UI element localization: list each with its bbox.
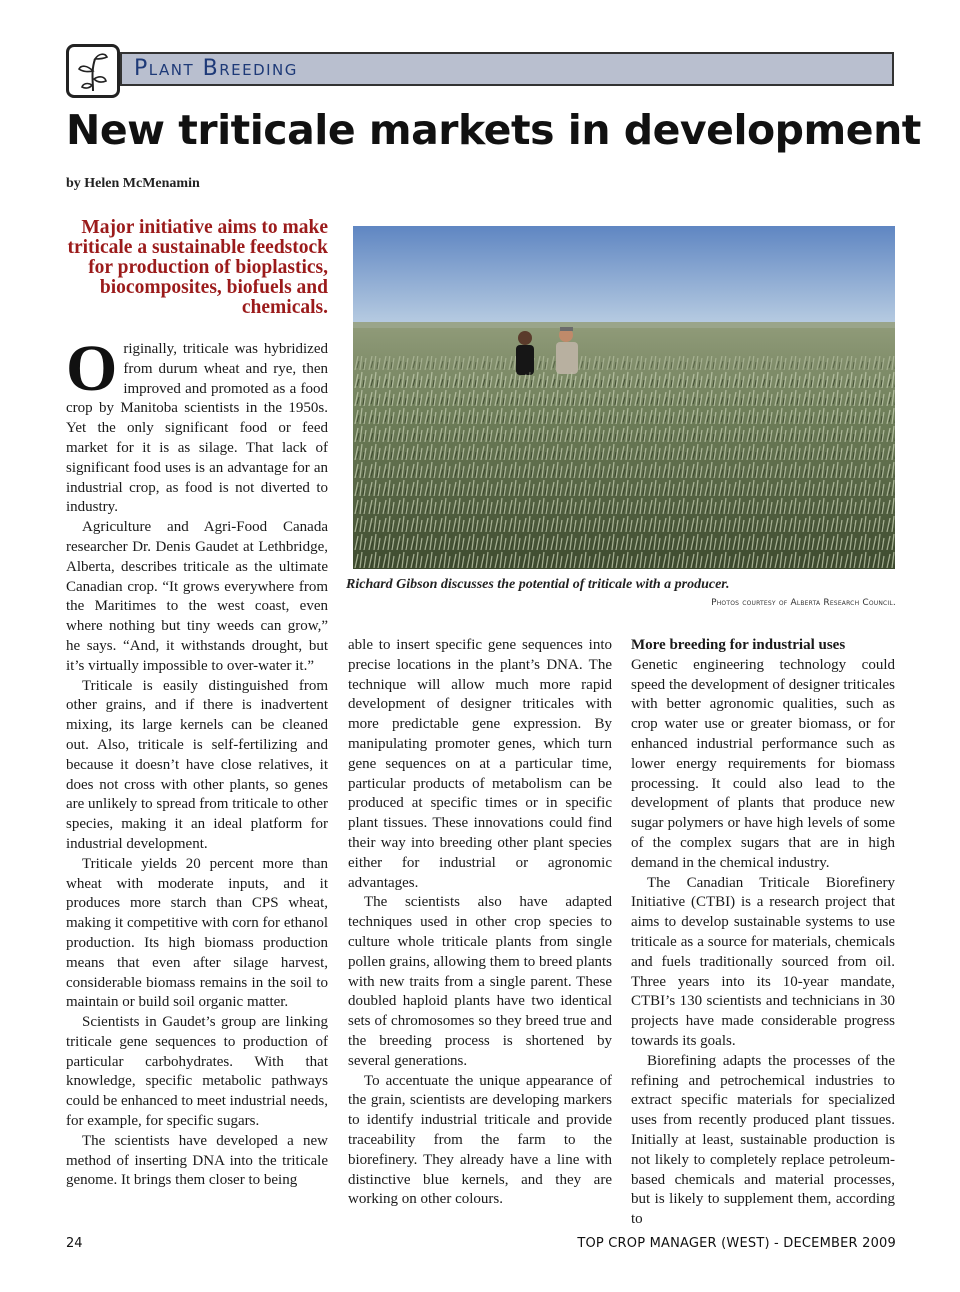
- subheading: More breeding for industrial uses: [631, 637, 846, 653]
- article-column-1: [66, 332, 328, 1191]
- section-title-bar: [120, 52, 894, 86]
- section-icon-frame: [66, 44, 120, 98]
- paragraph: Triticale yields 20 percent more than wheat with moderate inputs, and it produces more starch than CPS wheat, making it competitive with corn for ethanol production. Its high biomass production means that even after silage harvest, considerable biomass remains in the soil to maintain or build soil organic matter.: [66, 855, 328, 1011]
- paragraph: The scientists have developed a new method of inserting DNA into the triticale genome. It brings them closer to being: [66, 1132, 328, 1189]
- section-header: [66, 44, 896, 102]
- paragraph: Biorefining adapts the processes of the refining and petrochemical industries to extract specific materials for specialized uses from recently produced plant tissues. Initially at least, sustainable production is not likely to completely replace petroleum-based chemicals and material processes, but is likely to supplement them, according to: [631, 1052, 895, 1228]
- paragraph: The scientists also have adapted techniques used in other crop species to culture whole triticale plants from single pollen grains, allowing them to breed plants with new traits from a single parent. These doubled haploid plants have two identical sets of chromosomes so they breed true and the breeding process is shortened by several generations.: [348, 894, 612, 1069]
- paragraph: Triticale is easily distinguished from other grains, and if there is inadvertent mixing, its large kernels can be cleaned out. Also, triticale is self-fertilizing and because it doesn’t have close relatives, it does not cross with other plants, so genes are unlikely to spread from triticale to other species, making it an ideal platform for industrial development.: [66, 677, 328, 852]
- drop-cap: O: [66, 332, 118, 405]
- photo-credit: Photos courtesy of Alberta Research Council.: [711, 598, 896, 608]
- wheat-field-photo: [353, 226, 895, 569]
- person-researcher: [516, 331, 534, 375]
- article-column-3: [631, 636, 895, 1230]
- paragraph: Originally, triticale was hybridized from durum wheat and rye, then improved and promoted as a food crop by Manitoba scientists in the 1950s. Yet the only significant food or feed market for it is as silage. That lack of significant food uses is an advantage for an industrial crop, as food is not diverted to industry.: [66, 332, 328, 516]
- section-label: Plant Breeding: [134, 56, 298, 81]
- wheat-sprout-icon: [69, 47, 117, 95]
- paragraph: Genetic engineering technology could speed the development of designer triticales with better agronomic qualities, such as crop water use or greater biomass, or for enhanced industrial performance such as lower energy requirements for biomass processing. It could also lead to the development of plants that produce new sugar polymers or have high levels of some of the complex sugars that are in high demand in the chemical industry.: [631, 656, 895, 871]
- article-column-2: [348, 636, 612, 1210]
- headline: New triticale markets in development: [66, 106, 921, 154]
- publication-footer: TOP CROP MANAGER (WEST) - DECEMBER 2009: [577, 1236, 896, 1251]
- paragraph: Scientists in Gaudet’s group are linking triticale gene sequences to production of particular carbohydrates. With that knowledge, specific metabolic pathways could be enhanced to meet industrial needs, for example, for specific sugars.: [66, 1014, 328, 1130]
- paragraph: able to insert specific gene sequences into precise locations in the plant’s DNA. The technique will allow much more rapid development of designer triticales with more predictable gene expression. By manipulating promoter genes, which turn gene sequences on at a particular time, particular products of metabolism can be produced at specific times or in specific plant tissues. These innovations could find their way into breeding other plant species either for industrial or agronomic advantages.: [348, 637, 612, 891]
- page-number: 24: [66, 1236, 83, 1251]
- photo-caption: Richard Gibson discusses the potential of triticale with a producer.: [346, 577, 730, 592]
- paragraph: Agriculture and Agri-Food Canada researcher Dr. Denis Gaudet at Lethbridge, Alberta, describes triticale as the ultimate Canadian crop. “It grows everywhere from the Maritimes to the west coast, even where nothing but tiny weeds can grow,” he says. “And, it withstands drought, but it’s virtually impossible to over-water it.”: [66, 519, 328, 674]
- byline: by Helen McMenamin: [66, 176, 200, 191]
- paragraph: The Canadian Triticale Biorefinery Initiative (CTBI) is a research project that aims to develop sustainable systems to use triticale as a source for materials, chemicals and fuels traditionally sourced from oil. Three years into its 10-year mandate, CTBI’s 130 scientists and technicians in 30 projects have made considerable progress towards its goals.: [631, 874, 895, 1049]
- paragraph: To accentuate the unique appearance of the grain, scientists are developing markers to identify industrial triticale and provide traceability from the farm to the biorefinery. They already have a line with distinctive blue kernels, and they are working on other colours.: [348, 1072, 612, 1208]
- deck-summary: Major initiative aims to make triticale a sustainable feedstock for production of bioplastics, biocomposites, biofuels and chemicals.: [67, 217, 328, 318]
- field-photo: [353, 226, 895, 569]
